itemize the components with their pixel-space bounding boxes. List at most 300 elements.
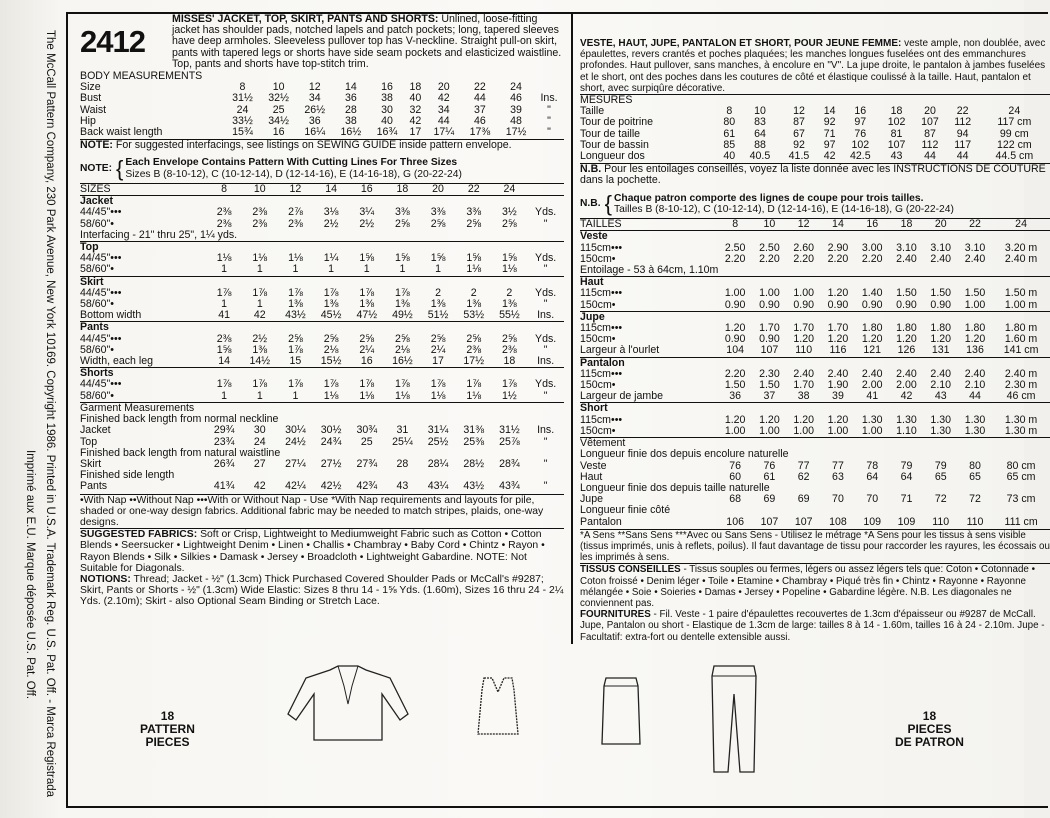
sizes-note-line1-fr: Chaque patron comporte des lignes de coupe pour trois tailles. bbox=[613, 192, 924, 204]
cell-value: 1.20 bbox=[827, 287, 849, 300]
table-row bbox=[80, 334, 564, 345]
row-label: Jupe bbox=[580, 493, 603, 506]
cell-value: 1.20 bbox=[827, 413, 849, 426]
sizes-note-label: NOTE: bbox=[80, 163, 113, 175]
row-label: 150cm• bbox=[580, 298, 616, 311]
size-cell: 12 bbox=[797, 218, 810, 231]
cell-value: 1.50 bbox=[964, 287, 986, 300]
cell-value: 10 bbox=[754, 105, 766, 118]
row-label: Pantalon bbox=[580, 515, 622, 528]
cell-value: 27¾ bbox=[356, 457, 378, 470]
mesures-title: MESURES bbox=[580, 94, 1050, 106]
size-cell: 18 bbox=[396, 183, 409, 196]
row-label: 58/60"• bbox=[80, 217, 114, 230]
cell-value: 30 bbox=[253, 424, 266, 437]
cell-value: 0.90 bbox=[724, 298, 746, 311]
cell-value: 48 bbox=[510, 114, 522, 127]
cell-value: 38 bbox=[344, 114, 357, 127]
cell-value: 80 bbox=[969, 459, 981, 472]
cell-value: 43¾ bbox=[499, 480, 520, 493]
cell-value: 107 bbox=[887, 138, 906, 151]
cell-value: 1.40 bbox=[861, 287, 883, 300]
cell-value: 32 bbox=[409, 103, 422, 116]
cell-value: 2½ bbox=[323, 217, 339, 230]
cell-value: 1⅛ bbox=[359, 389, 375, 402]
cell-value: 2⅞ bbox=[288, 206, 303, 219]
cell-value: 36 bbox=[308, 114, 321, 127]
cell-value: 92 bbox=[823, 116, 836, 129]
cell-value: 79 bbox=[934, 459, 947, 472]
cell-value: 2⅝ bbox=[395, 332, 410, 345]
group-title-row bbox=[80, 276, 564, 288]
cell-value: 2½ bbox=[252, 332, 268, 345]
cell-value: 28 bbox=[396, 457, 409, 470]
cell-value: 1.20 bbox=[724, 322, 746, 335]
note-label-fr: N.B. bbox=[580, 163, 602, 176]
row-label: Hip bbox=[80, 114, 96, 127]
table-row bbox=[80, 207, 564, 218]
cell-value: 30 bbox=[381, 103, 393, 116]
cell-value: 1.30 bbox=[896, 413, 917, 426]
cell-value: 2.10 bbox=[964, 379, 986, 392]
size-cell: 20 bbox=[934, 218, 947, 231]
interfacing-note bbox=[80, 139, 564, 151]
cell-value: 8 bbox=[726, 105, 733, 118]
group-title: Pants bbox=[80, 321, 109, 334]
cell-value: 16½ bbox=[392, 355, 413, 368]
cell-value: " bbox=[543, 343, 548, 356]
table-row bbox=[580, 117, 1050, 128]
row-label: 58/60"• bbox=[80, 298, 114, 311]
group-title: Short bbox=[580, 402, 608, 415]
size-cell: 8 bbox=[221, 183, 228, 196]
fabrics-text-fr: - Tissus souples ou fermes, légers ou assez légers tels que: Coton • Cotonnade • Coton froissé • Denim léger • Toile • Etamine • Chambray • Piqué très fin • Chintz • Rayonne • Rayonne mélangée • Soie • Soieries • Damas • Jersey • Popeline • Gabardine légère. N.B. Les diagonales ne conviennent pas. bbox=[580, 564, 1036, 609]
cell-value: 30¼ bbox=[285, 424, 306, 437]
cell-value: 1⅞ bbox=[252, 286, 268, 299]
cell-value: 1.00 bbox=[759, 287, 780, 300]
row-label: Tour de taille bbox=[580, 127, 641, 140]
cell-value: 1.30 bbox=[930, 413, 952, 426]
cell-value: 2⅜ bbox=[252, 206, 268, 219]
cell-value: 1.00 bbox=[759, 424, 780, 437]
cell-value: 1⅞ bbox=[466, 378, 482, 391]
cell-value: 2.20 bbox=[827, 252, 849, 265]
cell-value: 2⅜ bbox=[216, 217, 232, 230]
table-row bbox=[80, 356, 564, 368]
cell-value: 1⅛ bbox=[252, 252, 268, 265]
cell-value: 53½ bbox=[463, 309, 485, 322]
suggested-fabrics-fr bbox=[580, 563, 1050, 609]
cell-value: 108 bbox=[829, 515, 847, 528]
cell-value: 15 bbox=[289, 355, 302, 368]
row-label: Size bbox=[80, 81, 101, 94]
group-title-row bbox=[80, 242, 564, 254]
cell-value: 79 bbox=[900, 459, 913, 472]
cell-value: 55½ bbox=[499, 309, 520, 322]
cell-value: 76 bbox=[854, 127, 867, 140]
row-label: Interfacing - 21" thru 25", 1¼ yds. bbox=[80, 228, 238, 241]
cell-value: 25 bbox=[360, 435, 373, 448]
header-label: Finished back length from natural waistline bbox=[80, 446, 281, 459]
table-row bbox=[580, 391, 1050, 403]
cell-value: 1⅞ bbox=[395, 378, 410, 391]
cell-value: 1.70 bbox=[793, 322, 814, 335]
cell-value: 1⅜ bbox=[323, 298, 339, 311]
cell-value: 1⅛ bbox=[466, 389, 482, 402]
cell-value: 2 bbox=[506, 286, 513, 299]
group-title: Skirt bbox=[80, 275, 104, 288]
cell-value: 14 bbox=[344, 81, 357, 94]
cell-value: 1⅜ bbox=[252, 343, 268, 356]
sizes-note-label-fr: N.B. bbox=[580, 198, 601, 210]
cell-value: 1⅛ bbox=[323, 389, 339, 402]
cell-value: 22 bbox=[473, 81, 486, 94]
cell-value: 15½ bbox=[320, 355, 342, 368]
cell-value: 0.90 bbox=[793, 298, 814, 311]
cell-value: 44 bbox=[437, 114, 450, 127]
cell-value: 28 bbox=[344, 103, 357, 116]
side-copyright-text-fr: Imprimé aux E.U. Marque déposée U.S. Pat. Off. bbox=[24, 450, 36, 700]
cell-value: 107 bbox=[921, 116, 939, 129]
cell-value: 31½ bbox=[499, 424, 520, 437]
cell-value: 68 bbox=[729, 493, 742, 506]
cell-value: 80 bbox=[723, 116, 736, 129]
cell-value: 70 bbox=[832, 493, 844, 506]
table-row bbox=[80, 425, 564, 436]
group-title: Top bbox=[80, 241, 99, 254]
cell-value: Yds. bbox=[535, 378, 557, 391]
group-title: Pantalon bbox=[580, 356, 625, 369]
cell-value: 32½ bbox=[268, 92, 289, 105]
table-row bbox=[580, 129, 1050, 140]
cell-value: 1.60 m bbox=[1004, 333, 1038, 346]
cell-value: 2.20 bbox=[724, 367, 746, 380]
cell-value: 1.20 bbox=[793, 413, 814, 426]
cell-value: 97 bbox=[854, 116, 867, 129]
cell-value: 1 bbox=[399, 263, 406, 276]
cell-value: 22 bbox=[956, 105, 969, 118]
cell-value: 2.40 bbox=[793, 367, 814, 380]
cell-value: 49½ bbox=[392, 309, 413, 322]
cell-value: 2.40 m bbox=[1004, 252, 1038, 265]
group-title-row bbox=[80, 196, 564, 208]
cell-value: 43½ bbox=[463, 480, 485, 493]
side-copyright-text: The McCall Pattern Company, 230 Park Avenue, New York 10169. Copyright 1986. Printed in U.S.A. Trademark Reg. U.S. Pat. Off. - Marca Registrada bbox=[44, 30, 56, 798]
cell-value: 88 bbox=[754, 138, 766, 151]
cell-value: 136 bbox=[966, 344, 984, 357]
row-label: 115cm••• bbox=[580, 367, 623, 380]
cell-value: 1.00 m bbox=[1004, 298, 1038, 311]
row-label: 44/45"••• bbox=[80, 332, 122, 345]
cell-value: Yds. bbox=[535, 206, 557, 219]
cell-value: " bbox=[543, 389, 548, 402]
row-label: 58/60"• bbox=[80, 263, 114, 276]
cell-value: 1⅞ bbox=[323, 378, 339, 391]
yardage-table bbox=[80, 183, 564, 492]
cell-value: 26½ bbox=[304, 103, 326, 116]
header-label: Longueur finie côté bbox=[580, 504, 671, 517]
row-label: Waist bbox=[80, 103, 107, 116]
notions-label-fr: FOURNITURES bbox=[580, 609, 651, 621]
cell-value: 117 bbox=[954, 138, 972, 151]
cell-value: 41 bbox=[218, 309, 231, 322]
french-column bbox=[580, 14, 1050, 643]
table-row bbox=[580, 300, 1050, 312]
table-row bbox=[80, 264, 564, 276]
cell-value: 2⅝ bbox=[466, 217, 482, 230]
cell-value: 0.90 bbox=[861, 298, 883, 311]
cell-value: " bbox=[543, 480, 548, 493]
cell-value: Ins. bbox=[537, 309, 555, 322]
cell-value: 1⅞ bbox=[359, 286, 375, 299]
cell-value: 14 bbox=[218, 355, 231, 368]
cell-value: 25⅞ bbox=[499, 435, 520, 448]
row-label: Haut bbox=[580, 470, 603, 483]
cell-value: 1.30 bbox=[861, 413, 883, 426]
cell-value: 1 bbox=[221, 298, 228, 311]
garment-title: Garment Measurements bbox=[80, 401, 195, 414]
cell-value: 44.5 cm bbox=[995, 150, 1034, 163]
cell-value: 31¼ bbox=[427, 424, 449, 437]
group-title-row bbox=[580, 231, 1050, 243]
header bbox=[80, 14, 564, 70]
english-column bbox=[80, 14, 564, 608]
cell-value: 1⅜ bbox=[359, 298, 375, 311]
cell-value: 3⅜ bbox=[395, 206, 410, 219]
cell-value: 109 bbox=[897, 515, 916, 528]
cell-value: 42 bbox=[253, 480, 266, 493]
cell-value: 1⅞ bbox=[323, 286, 339, 299]
header-label: Finished back length from normal neckline bbox=[80, 413, 279, 426]
cell-value: 39 bbox=[832, 390, 844, 403]
cell-value: 77 bbox=[797, 459, 810, 472]
size-cell: 22 bbox=[467, 183, 480, 196]
cell-value: 25 bbox=[272, 103, 285, 116]
size-cell: 22 bbox=[969, 218, 981, 231]
cell-value: 43 bbox=[890, 150, 903, 163]
skirt-sketch bbox=[598, 676, 644, 748]
cell-value: 1.80 m bbox=[1004, 322, 1038, 335]
pattern-pieces-count-fr: 18 PIECES DE PATRON bbox=[895, 709, 964, 749]
cell-value: 1⅞ bbox=[252, 378, 268, 391]
cell-value: 1.00 bbox=[793, 424, 814, 437]
cell-value: 1⅛ bbox=[430, 389, 446, 402]
cell-value: 1.80 bbox=[896, 322, 917, 335]
cell-value: 2.50 bbox=[759, 241, 780, 254]
cell-value: 1⅛ bbox=[502, 263, 517, 276]
row-label: 115cm••• bbox=[580, 322, 623, 335]
note-text-fr: Pour les entoilages conseillés, voyez la liste donnée avec les INSTRUCTIONS DE COUTURE dans la pochette. bbox=[580, 163, 1046, 187]
cell-value: 38 bbox=[797, 390, 810, 403]
cell-value: 2.40 bbox=[964, 367, 986, 380]
cell-value: 1.20 bbox=[724, 413, 746, 426]
header-label: Longueur finie dos depuis encolure naturelle bbox=[580, 448, 789, 461]
cell-value: 2¼ bbox=[430, 343, 446, 356]
cell-value: 111 cm bbox=[1004, 515, 1038, 528]
cell-value: 1.00 bbox=[964, 298, 986, 311]
cell-value: " bbox=[547, 114, 551, 127]
cell-value: 2⅜ bbox=[288, 217, 303, 230]
cell-value: 10 bbox=[272, 81, 285, 94]
header-label: SIZES bbox=[80, 183, 111, 196]
cell-value: 17 bbox=[432, 355, 444, 368]
size-cell: 18 bbox=[900, 218, 913, 231]
row-label: Taille bbox=[580, 105, 605, 118]
cell-value: 28¾ bbox=[499, 457, 520, 470]
group-title: Haut bbox=[580, 276, 604, 289]
cell-value: 87 bbox=[924, 127, 936, 140]
cell-value: 30½ bbox=[320, 424, 342, 437]
cell-value: " bbox=[543, 217, 548, 230]
cell-value: 71 bbox=[823, 127, 836, 140]
description bbox=[172, 14, 564, 70]
cell-value: 3.20 m bbox=[1004, 241, 1038, 254]
cell-value: 18 bbox=[503, 355, 516, 368]
cell-value: 1⅞ bbox=[359, 378, 375, 391]
cell-value: 2.90 bbox=[827, 241, 849, 254]
cell-value: 27¼ bbox=[285, 457, 306, 470]
table-row bbox=[580, 151, 1050, 162]
cell-value: 110 bbox=[932, 515, 950, 528]
cell-value: 2.30 bbox=[759, 367, 780, 380]
cell-value: 18 bbox=[409, 81, 422, 94]
row-label: Veste bbox=[580, 459, 607, 472]
header-label: Longueur finie dos depuis taille naturelle bbox=[580, 481, 770, 494]
cell-value: 25½ bbox=[427, 435, 449, 448]
cell-value: 1 bbox=[256, 298, 263, 311]
cell-value: 44 bbox=[956, 150, 969, 163]
cell-value: 2⅝ bbox=[502, 217, 517, 230]
cell-value: 2.20 bbox=[724, 252, 746, 265]
cell-value: 3⅛ bbox=[323, 206, 339, 219]
cell-value: 40 bbox=[381, 114, 393, 127]
size-cell: 10 bbox=[763, 218, 776, 231]
cell-value: 24 bbox=[510, 81, 522, 94]
title-fr: VESTE, HAUT, JUPE, PANTALON ET SHORT, POUR JEUNE FEMME: bbox=[580, 38, 902, 49]
table-row bbox=[80, 127, 564, 138]
table-row bbox=[80, 310, 564, 322]
cell-value: 141 cm bbox=[1003, 344, 1039, 357]
cell-value: 27 bbox=[253, 457, 266, 470]
suggested-fabrics bbox=[80, 528, 564, 574]
cell-value: 110 bbox=[795, 344, 813, 357]
cell-value: 2⅝ bbox=[359, 332, 375, 345]
cell-value: 1.20 bbox=[793, 333, 814, 346]
cell-value: 1.50 m bbox=[1004, 287, 1038, 300]
cell-value: 71 bbox=[900, 493, 913, 506]
cell-value: 1.70 bbox=[793, 379, 814, 392]
cell-value: 109 bbox=[863, 515, 882, 528]
cell-value: Yds. bbox=[535, 332, 557, 345]
cell-value: 1⅜ bbox=[395, 298, 410, 311]
cell-value: 1.70 bbox=[759, 322, 780, 335]
cell-value: " bbox=[547, 103, 551, 116]
cell-value: 1⅛ bbox=[395, 389, 410, 402]
cell-value: 94 bbox=[956, 127, 969, 140]
cell-value: 16¾ bbox=[376, 126, 398, 139]
cell-value: 3⅜ bbox=[430, 206, 446, 219]
header-label: TAILLES bbox=[580, 218, 622, 231]
row-label: Tour de bassin bbox=[580, 138, 649, 151]
cell-value: 121 bbox=[863, 344, 882, 357]
table-row bbox=[580, 517, 1050, 528]
cell-value: 2⅝ bbox=[323, 332, 339, 345]
cell-value: 64 bbox=[900, 470, 913, 483]
cell-value: 0.90 bbox=[930, 298, 952, 311]
nap-note: •With Nap ••Without Nap •••With or Without Nap - Use *With Nap requirements and layouts for pile, shaded or one-way design fabrics. Additional fabric may be needed to match stripes, plaids, one-way designs. bbox=[80, 494, 564, 529]
cell-value: 27½ bbox=[320, 457, 342, 470]
cell-value: 2.40 m bbox=[1004, 367, 1038, 380]
table-row bbox=[80, 105, 564, 116]
cell-value: 1⅝ bbox=[395, 252, 410, 265]
row-label: Back waist length bbox=[80, 126, 163, 139]
cell-value: 2.30 m bbox=[1004, 379, 1038, 392]
cell-value: 42¾ bbox=[356, 480, 378, 493]
cell-value: 2½ bbox=[359, 217, 375, 230]
cell-value: 1 bbox=[221, 263, 228, 276]
table-row bbox=[80, 93, 564, 104]
size-cell: 8 bbox=[732, 218, 739, 231]
cell-value: 2.40 bbox=[896, 367, 917, 380]
cell-value: 17½ bbox=[505, 126, 527, 139]
size-cell: 16 bbox=[866, 218, 879, 231]
cell-value: " bbox=[543, 457, 548, 470]
cell-value: 112 bbox=[954, 116, 972, 129]
cell-value: 37 bbox=[473, 103, 486, 116]
metrage-table bbox=[580, 218, 1050, 527]
cell-value: " bbox=[543, 298, 548, 311]
cell-value: 1.80 bbox=[930, 322, 952, 335]
cell-value: 45½ bbox=[320, 309, 342, 322]
size-cell: 14 bbox=[832, 218, 844, 231]
group-title: Veste bbox=[580, 230, 608, 243]
cell-value: 17 bbox=[409, 126, 422, 139]
table-row bbox=[80, 379, 564, 390]
cell-value: 2.60 bbox=[793, 241, 814, 254]
row-label: 58/60"• bbox=[80, 343, 114, 356]
cell-value: 39 bbox=[510, 103, 522, 116]
cell-value: 34 bbox=[437, 103, 450, 116]
cell-value: 80 cm bbox=[1006, 459, 1036, 472]
cell-value: 1.30 m bbox=[1004, 424, 1038, 437]
cell-value: 25⅜ bbox=[463, 435, 485, 448]
cell-value: 2 bbox=[470, 286, 477, 299]
cell-value: 92 bbox=[793, 138, 805, 151]
cell-value: 1.00 bbox=[861, 424, 883, 437]
cell-value: 2.40 bbox=[827, 367, 849, 380]
cell-value: 41 bbox=[866, 390, 879, 403]
row-label: Longueur dos bbox=[580, 150, 645, 163]
note-label: NOTE: bbox=[80, 139, 113, 152]
cell-value: 102 bbox=[887, 116, 906, 129]
cell-value: 0.90 bbox=[827, 298, 849, 311]
cell-value: 1⅝ bbox=[430, 252, 446, 265]
cell-value: 110 bbox=[966, 515, 984, 528]
cell-value: 1⅞ bbox=[216, 286, 232, 299]
cell-value: 107 bbox=[760, 515, 779, 528]
cell-value: 1.50 bbox=[759, 379, 780, 392]
cell-value: 1.00 bbox=[724, 424, 746, 437]
cell-value: 16 bbox=[854, 105, 867, 118]
size-cell bbox=[527, 184, 564, 196]
cell-value: 2⅜ bbox=[216, 332, 232, 345]
cell-value: 3.10 bbox=[896, 241, 917, 254]
cell-value: 1 bbox=[328, 263, 335, 276]
cell-value: 2⅜ bbox=[252, 217, 268, 230]
cell-value: 112 bbox=[921, 138, 939, 151]
cell-value: 64 bbox=[754, 127, 766, 140]
size-cell: 14 bbox=[325, 183, 337, 196]
